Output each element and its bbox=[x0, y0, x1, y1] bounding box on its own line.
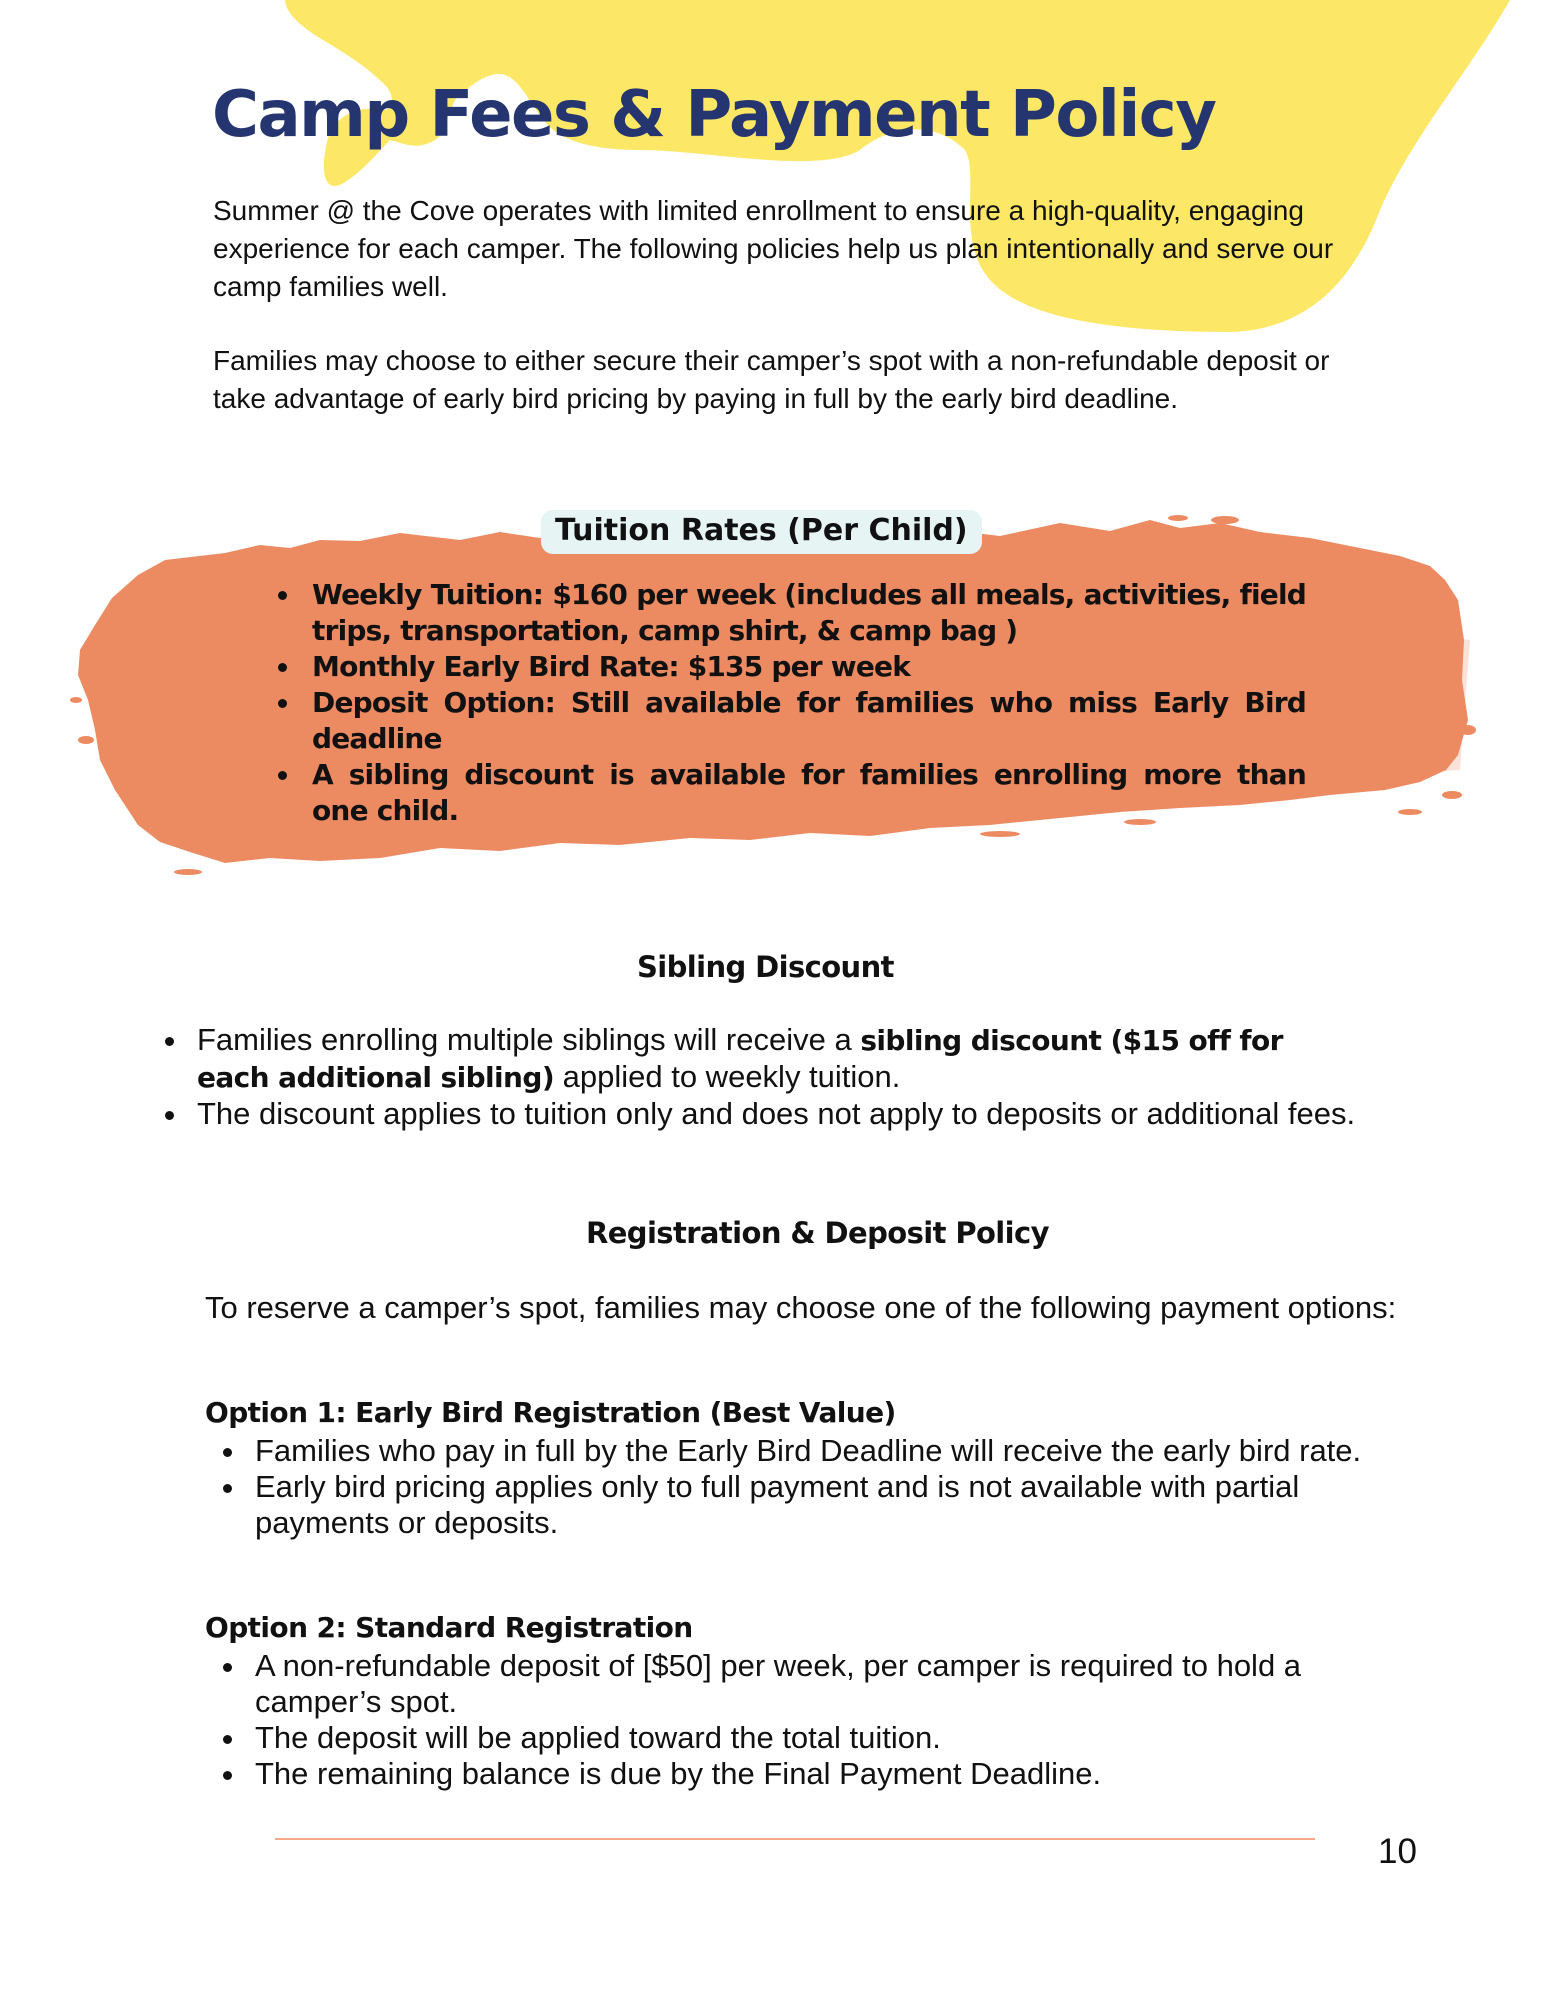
option-2-item: The deposit will be applied toward the total tuition. bbox=[219, 1720, 1399, 1756]
intro-paragraph-1: Summer @ the Cove operates with limited enrollment to ensure a high-quality, engaging experience for each camper. The following policies help us plan intentionally and serve our camp families well. bbox=[213, 195, 1334, 302]
sibling-discount-list bbox=[161, 1022, 1361, 1132]
option-1-title: Option 1: Early Bird Registration (Best Value) bbox=[205, 1396, 896, 1429]
tuition-rates-heading: Tuition Rates (Per Child) bbox=[541, 510, 982, 554]
sibling-item-2: The discount applies to tuition only and does not apply to deposits or additional fees. bbox=[161, 1096, 1361, 1132]
option-1-item: Early bird pricing applies only to full payment and is not available with partial payments or deposits. bbox=[219, 1469, 1399, 1541]
footer-divider bbox=[275, 1838, 1315, 1840]
option-2-list bbox=[219, 1648, 1399, 1792]
sibling-item-1-suffix: applied to weekly tuition. bbox=[554, 1059, 901, 1094]
intro-paragraph-2: Families may choose to either secure their camper’s spot with a non-refundable deposit or take advantage of early bird pricing by paying in full by the early bird deadline. bbox=[213, 345, 1330, 414]
option-2-item: A non-refundable deposit of [$50] per week, per camper is required to hold a camper’s spot. bbox=[219, 1648, 1399, 1720]
tuition-item-weekly: Weekly Tuition: $160 per week (includes all meals, activities, field trips, transportation, camp shirt, & camp bag ) bbox=[270, 577, 1306, 649]
sibling-item-1 bbox=[161, 1022, 1361, 1096]
page-title: Camp Fees & Payment Policy bbox=[212, 78, 1216, 152]
tuition-rates-list bbox=[270, 577, 1306, 829]
option-1-item: Families who pay in full by the Early Bird Deadline will receive the early bird rate. bbox=[219, 1433, 1399, 1469]
sibling-item-1-prefix: Families enrolling multiple siblings will receive a bbox=[197, 1022, 861, 1057]
tuition-item-deposit: Deposit Option: Still available for families who miss Early Bird deadline bbox=[270, 685, 1306, 757]
registration-intro: To reserve a camper’s spot, families may choose one of the following payment options: bbox=[205, 1290, 1397, 1325]
option-2-title: Option 2: Standard Registration bbox=[205, 1611, 693, 1644]
option-2-item: The remaining balance is due by the Final Payment Deadline. bbox=[219, 1756, 1399, 1792]
registration-policy-heading: Registration & Deposit Policy bbox=[586, 1216, 1049, 1250]
tuition-item-early-bird: Monthly Early Bird Rate: $135 per week bbox=[270, 649, 1306, 685]
option-1-list bbox=[219, 1433, 1399, 1541]
sibling-item-1-bold: sibling discount ($15 off for each additional sibling) bbox=[197, 1024, 1283, 1094]
page-number: 10 bbox=[1378, 1832, 1417, 1871]
tuition-item-sibling: A sibling discount is available for families enrolling more than one child. bbox=[270, 757, 1306, 829]
sibling-discount-heading: Sibling Discount bbox=[637, 950, 894, 984]
